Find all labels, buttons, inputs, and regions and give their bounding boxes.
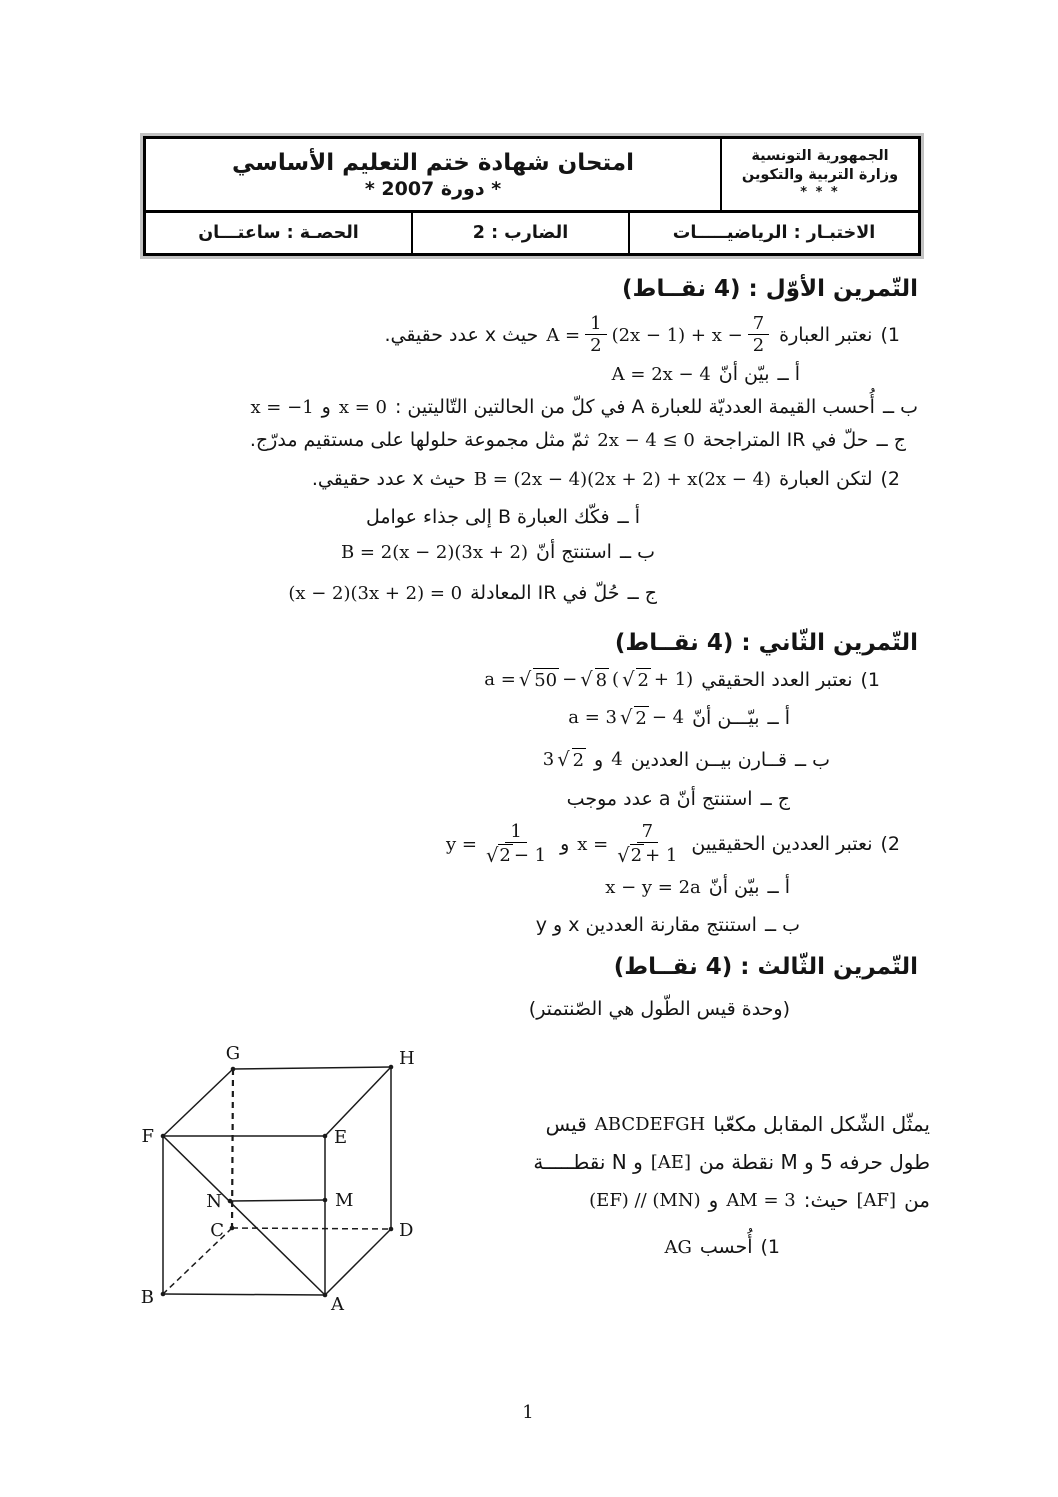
item-number: 1)	[880, 324, 900, 347]
sub-item-text: بيّن أنّ	[718, 363, 770, 385]
sub-item-text: ثمّ مثل مجموعة حلولها على مستقيم مدرّج.	[249, 429, 590, 451]
math-expression: [AE]	[650, 1151, 691, 1173]
sqrt-symbol: √	[619, 706, 633, 729]
ex1-q1-intro-line	[384, 314, 900, 356]
ex1-q2-a-line	[366, 506, 640, 528]
fraction	[585, 314, 606, 356]
radicand: 2	[637, 670, 649, 691]
ex1-q1-a-line	[612, 363, 800, 385]
math-expression: x = −1	[250, 396, 314, 418]
sub-item-label: ب ــ	[619, 541, 655, 563]
sub-item-label: ب ــ	[764, 914, 800, 936]
sqrt-symbol: √	[518, 668, 532, 691]
ministry-line2: وزارة التربية والتكوين	[741, 167, 899, 184]
paragraph-text: قيس	[545, 1112, 587, 1136]
math-expression: AG	[664, 1236, 692, 1258]
fraction-denominator	[613, 843, 681, 866]
fraction	[482, 822, 550, 866]
vertex-label-h: H	[399, 1048, 415, 1069]
vertex-label-d: D	[399, 1220, 414, 1241]
ministry-line1: الجمهورية التونسية	[751, 148, 889, 165]
math-lead: a =	[484, 669, 516, 690]
sub-item-text: بيّـــن أنّ	[692, 706, 760, 729]
paragraph-text: يمثّل الشّكل المقابل مكعّبا	[713, 1112, 930, 1136]
radicand: 2	[635, 708, 647, 729]
radicand: 2	[572, 750, 585, 771]
vertex-label-f: F	[141, 1126, 154, 1147]
math-lead: a = 3	[568, 707, 617, 728]
outro-text: حيث x عدد حقيقي.	[384, 324, 539, 347]
ex1-q2-c-line	[288, 582, 657, 604]
fraction-denominator: 2	[590, 335, 602, 357]
header-bottom-row	[146, 213, 918, 253]
sqrt-symbol: √	[485, 843, 499, 867]
cube-figure	[138, 1042, 448, 1327]
exercise1-title: التّمرين الأوّل : (4 نقــاط)	[622, 276, 918, 302]
fraction	[613, 822, 681, 866]
radicand: 2	[630, 845, 643, 867]
intro-text: لتكن العبارة	[779, 468, 873, 490]
duration-cell: الحصـة : ساعتـــان	[198, 223, 359, 243]
fraction-denominator: 2	[752, 335, 765, 357]
sub-item-text: استنتج أنّ	[536, 541, 612, 563]
sub-item-label: ب ــ	[882, 396, 918, 418]
ministry-stars: * * *	[800, 184, 840, 200]
sub-item-text: قــارن بيــن العددين	[630, 748, 787, 771]
fraction-numerator: 1	[585, 314, 606, 335]
math-expression: AM = 3	[726, 1189, 796, 1211]
ex1-q1-c-line	[250, 429, 906, 451]
sub-item-text: استنتج أنّ a عدد موجب	[566, 788, 753, 810]
sub-item-label: أ ــ	[767, 706, 790, 729]
exercise3-title: التّمرين الثّالث : (4 نقــاط)	[613, 954, 918, 980]
coefficient-cell: الضارب : 2	[411, 213, 628, 253]
sub-item-text: أُحسب	[699, 1236, 753, 1258]
item-number: 2)	[880, 468, 900, 490]
vertex-label-n: N	[206, 1191, 222, 1212]
conjunction: و	[560, 833, 570, 856]
vertex-label-m: M	[335, 1190, 354, 1211]
paragraph-text: من	[904, 1188, 930, 1212]
math-expression: B = 2(x − 2)(3x + 2)	[340, 541, 528, 563]
math-tail: − 4	[651, 707, 685, 728]
vertex-label-e: E	[334, 1127, 348, 1148]
fraction	[748, 314, 769, 356]
fraction-numerator: 1	[505, 822, 526, 843]
sub-item-text: فكّك العبارة B إلى جذاء عوامل	[365, 506, 610, 528]
vertex-label-c: C	[210, 1220, 224, 1241]
formula-a	[484, 668, 693, 691]
formula-x	[577, 822, 683, 866]
ministry-cell	[720, 139, 918, 210]
math-paren: (	[612, 669, 620, 690]
vertex-label-b: B	[140, 1287, 154, 1308]
ex2-q1-b-line	[543, 748, 830, 771]
ex3-paragraph-line2	[533, 1150, 930, 1174]
math-lead: y =	[446, 833, 477, 855]
intro-text: نعتبر العدد الحقيقي	[701, 668, 853, 691]
ex2-q2-b-line	[536, 914, 800, 936]
ex3-paragraph-line1	[546, 1112, 930, 1136]
vertex-label-a: A	[331, 1294, 344, 1315]
ex2-q1-a-line	[568, 706, 790, 729]
math-expression: (EF) // (MN)	[589, 1189, 701, 1211]
math-mid: (2x − 1) + x −	[611, 324, 743, 346]
item-number: 1)	[760, 1236, 780, 1258]
math-tail: + 1)	[653, 669, 694, 690]
math-expression: 4	[611, 749, 623, 770]
radicand: 8	[595, 670, 608, 691]
ex2-q2-a-line	[605, 876, 790, 898]
math-expression: A = 2x − 4	[611, 363, 711, 385]
item-number: 1)	[860, 668, 880, 691]
sub-item-text: بيّن أنّ	[708, 876, 760, 898]
ex2-q1-c-line	[567, 788, 790, 810]
fraction-numerator: 7	[748, 314, 769, 335]
ex3-unit-note: (وحدة قيس الطّول هي الصّنتمتر)	[528, 998, 790, 1020]
sub-item-label: ب ــ	[794, 748, 830, 771]
formula-A	[546, 314, 771, 356]
sub-item-text: حُلّ في IR المعادلة	[470, 582, 620, 604]
exam-title-cell	[146, 139, 720, 210]
paragraph-text: و N نقطـــــة	[533, 1150, 643, 1174]
sqrt-symbol: √	[580, 668, 593, 691]
fraction-denominator	[482, 843, 550, 866]
math-lead: x =	[577, 833, 609, 855]
paragraph-text: طول حرفه 5 و M نقطة من	[698, 1150, 930, 1174]
fraction-numerator: 7	[637, 822, 658, 843]
radicand: 50	[534, 670, 558, 691]
ex3-paragraph-line3	[589, 1188, 930, 1212]
math-expression	[568, 706, 684, 729]
item-number: 2)	[880, 833, 900, 856]
math-tail: + 1	[645, 845, 678, 867]
math-lead: A =	[546, 324, 581, 346]
cube-svg	[138, 1042, 448, 1327]
intro-text: نعتبر العددين الحقيقيين	[691, 833, 873, 856]
math-expression: 2x − 4 ≤ 0	[597, 429, 695, 451]
ex1-q1-b-line	[250, 396, 918, 418]
sqrt-symbol: √	[622, 668, 635, 691]
ex1-q2-b-line	[341, 541, 655, 563]
sub-item-label: أ ــ	[617, 506, 640, 528]
sub-item-text: أُحسب القيمة العدديّة للعبارة A في كلّ من الحالتين التّاليتين :	[394, 396, 875, 418]
ex3-q1-line	[664, 1236, 780, 1258]
formula-B: B = (2x − 4)(2x + 2) + x(2x − 4)	[473, 468, 772, 490]
math-expression: x − y = 2a	[605, 876, 701, 898]
math-expression: x = 0	[338, 396, 387, 418]
formula-y	[446, 822, 552, 866]
math-expression: ABCDEFGH	[594, 1113, 706, 1135]
ex1-q2-intro-line	[312, 468, 900, 490]
radicand: 2	[499, 845, 511, 867]
exam-session: * دورة 2007 *	[364, 177, 502, 200]
sub-item-text: استنتج مقارنة العددين x و y	[535, 914, 757, 936]
math-operator: −	[562, 669, 578, 690]
vertex-label-g: G	[225, 1043, 241, 1064]
sub-item-label: ج ــ	[876, 429, 906, 451]
sqrt-symbol: √	[617, 843, 630, 867]
sub-item-text: حلّ في IR المتراجحة	[702, 429, 869, 451]
math-expression: [AF]	[856, 1189, 897, 1211]
exercise2-title: التّمرين الثّاني : (4 نقــاط)	[614, 630, 918, 656]
subject-cell: الاختبـار : الرياضيـــــات	[628, 213, 918, 253]
exam-title: امتحان شهادة ختم التعليم الأساسي	[231, 149, 635, 176]
conjunction: و	[321, 396, 331, 418]
intro-text: نعتبر العبارة	[779, 324, 873, 347]
outro-text: حيث x عدد حقيقي.	[311, 468, 466, 490]
paragraph-text: حيث:	[803, 1188, 849, 1212]
sub-item-label: ج ــ	[627, 582, 657, 604]
header-top-row	[146, 139, 918, 213]
sub-item-label: أ ــ	[777, 363, 800, 385]
conjunction: و	[708, 1188, 719, 1212]
conjunction: و	[594, 748, 604, 771]
ex2-q1-intro-line	[484, 668, 880, 691]
sub-item-label: ج ــ	[760, 788, 790, 810]
ex2-q2-intro-line	[446, 822, 900, 866]
sqrt-symbol: √	[557, 748, 570, 771]
math-lead: 3	[542, 749, 555, 770]
exam-header	[143, 136, 921, 256]
math-expression: (x − 2)(3x + 2) = 0	[288, 582, 463, 604]
page-number: 1	[522, 1402, 534, 1423]
math-tail: − 1	[513, 845, 547, 867]
sub-item-label: أ ــ	[767, 876, 790, 898]
math-expression	[543, 748, 586, 771]
